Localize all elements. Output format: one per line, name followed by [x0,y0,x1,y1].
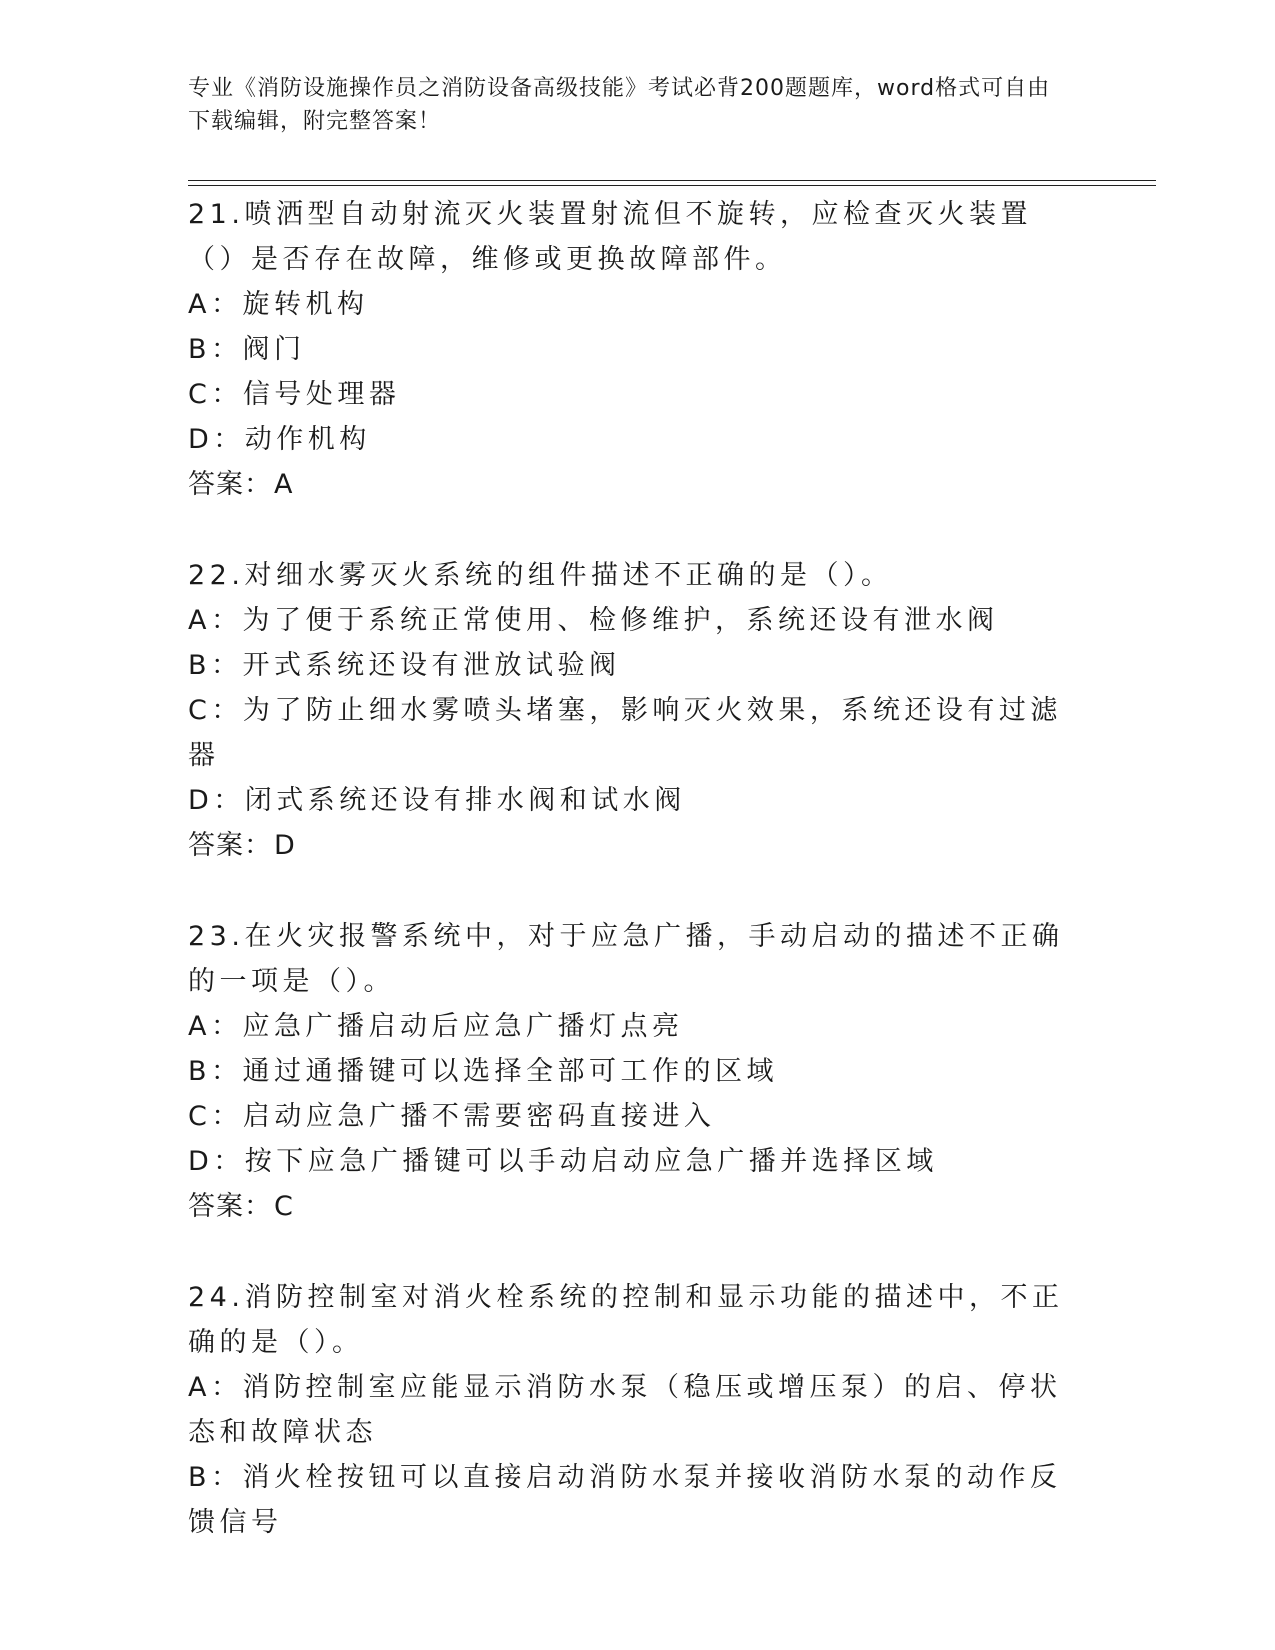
answer-label: 答案： [188,830,272,861]
answer-line [188,823,1068,868]
document-intro: 专业《消防设施操作员之消防设备高级技能》考试必背200题题库，word格式可自由下载编辑，附完整答案！ [188,76,1051,134]
option-d: D：按下应急广播键可以手动启动应急广播并选择区域 [188,1146,938,1177]
option-b: B：通过通播键可以选择全部可工作的区域 [188,1056,779,1087]
option-b: B：消火栓按钮可以直接启动消防水泵并接收消防水泵的动作反馈信号 [188,1462,1062,1538]
header-rule-top [188,180,1156,181]
option-c: C：为了防止细水雾喷头堵塞，影响灭火效果，系统还设有过滤器 [188,695,1062,771]
answer-label: 答案： [188,1191,272,1222]
option-c: C：信号处理器 [188,379,401,410]
option-d: D：闭式系统还设有排水阀和试水阀 [188,785,686,816]
option-b: B：开式系统还设有泄放试验阀 [188,650,621,681]
question-stem: 23.在火灾报警系统中，对于应急广播，手动启动的描述不正确的一项是（）。 [188,921,1064,997]
question-24 [188,1275,1068,1545]
answer-value: C [274,1191,294,1222]
question-21 [188,192,1068,507]
option-a: A：消防控制室应能显示消防水泵（稳压或增压泵）的启、停状态和故障状态 [188,1372,1062,1448]
question-stem: 22.对细水雾灭火系统的组件描述不正确的是（）。 [188,560,893,591]
option-a: A：应急广播启动后应急广播灯点亮 [188,1011,684,1042]
option-c: C：启动应急广播不需要密码直接进入 [188,1101,716,1132]
header-rule-bottom [188,185,1156,186]
answer-label: 答案： [188,469,272,500]
answer-line [188,462,1068,507]
question-stem: 21.喷洒型自动射流灭火装置射流但不旋转，应检查灭火装置（）是否存在故障，维修或更换故障部件。 [188,199,1032,275]
question-22 [188,553,1068,868]
answer-value: D [274,830,296,861]
question-list [188,192,1068,1591]
answer-line [188,1184,1068,1229]
question-stem: 24.消防控制室对消火栓系统的控制和显示功能的描述中，不正确的是（）。 [188,1282,1064,1358]
question-23 [188,914,1068,1229]
option-d: D：动作机构 [188,424,371,455]
option-a: A：为了便于系统正常使用、检修维护，系统还设有泄水阀 [188,605,999,636]
option-a: A：旋转机构 [188,289,369,320]
option-b: B：阀门 [188,334,306,365]
answer-value: A [274,469,294,500]
